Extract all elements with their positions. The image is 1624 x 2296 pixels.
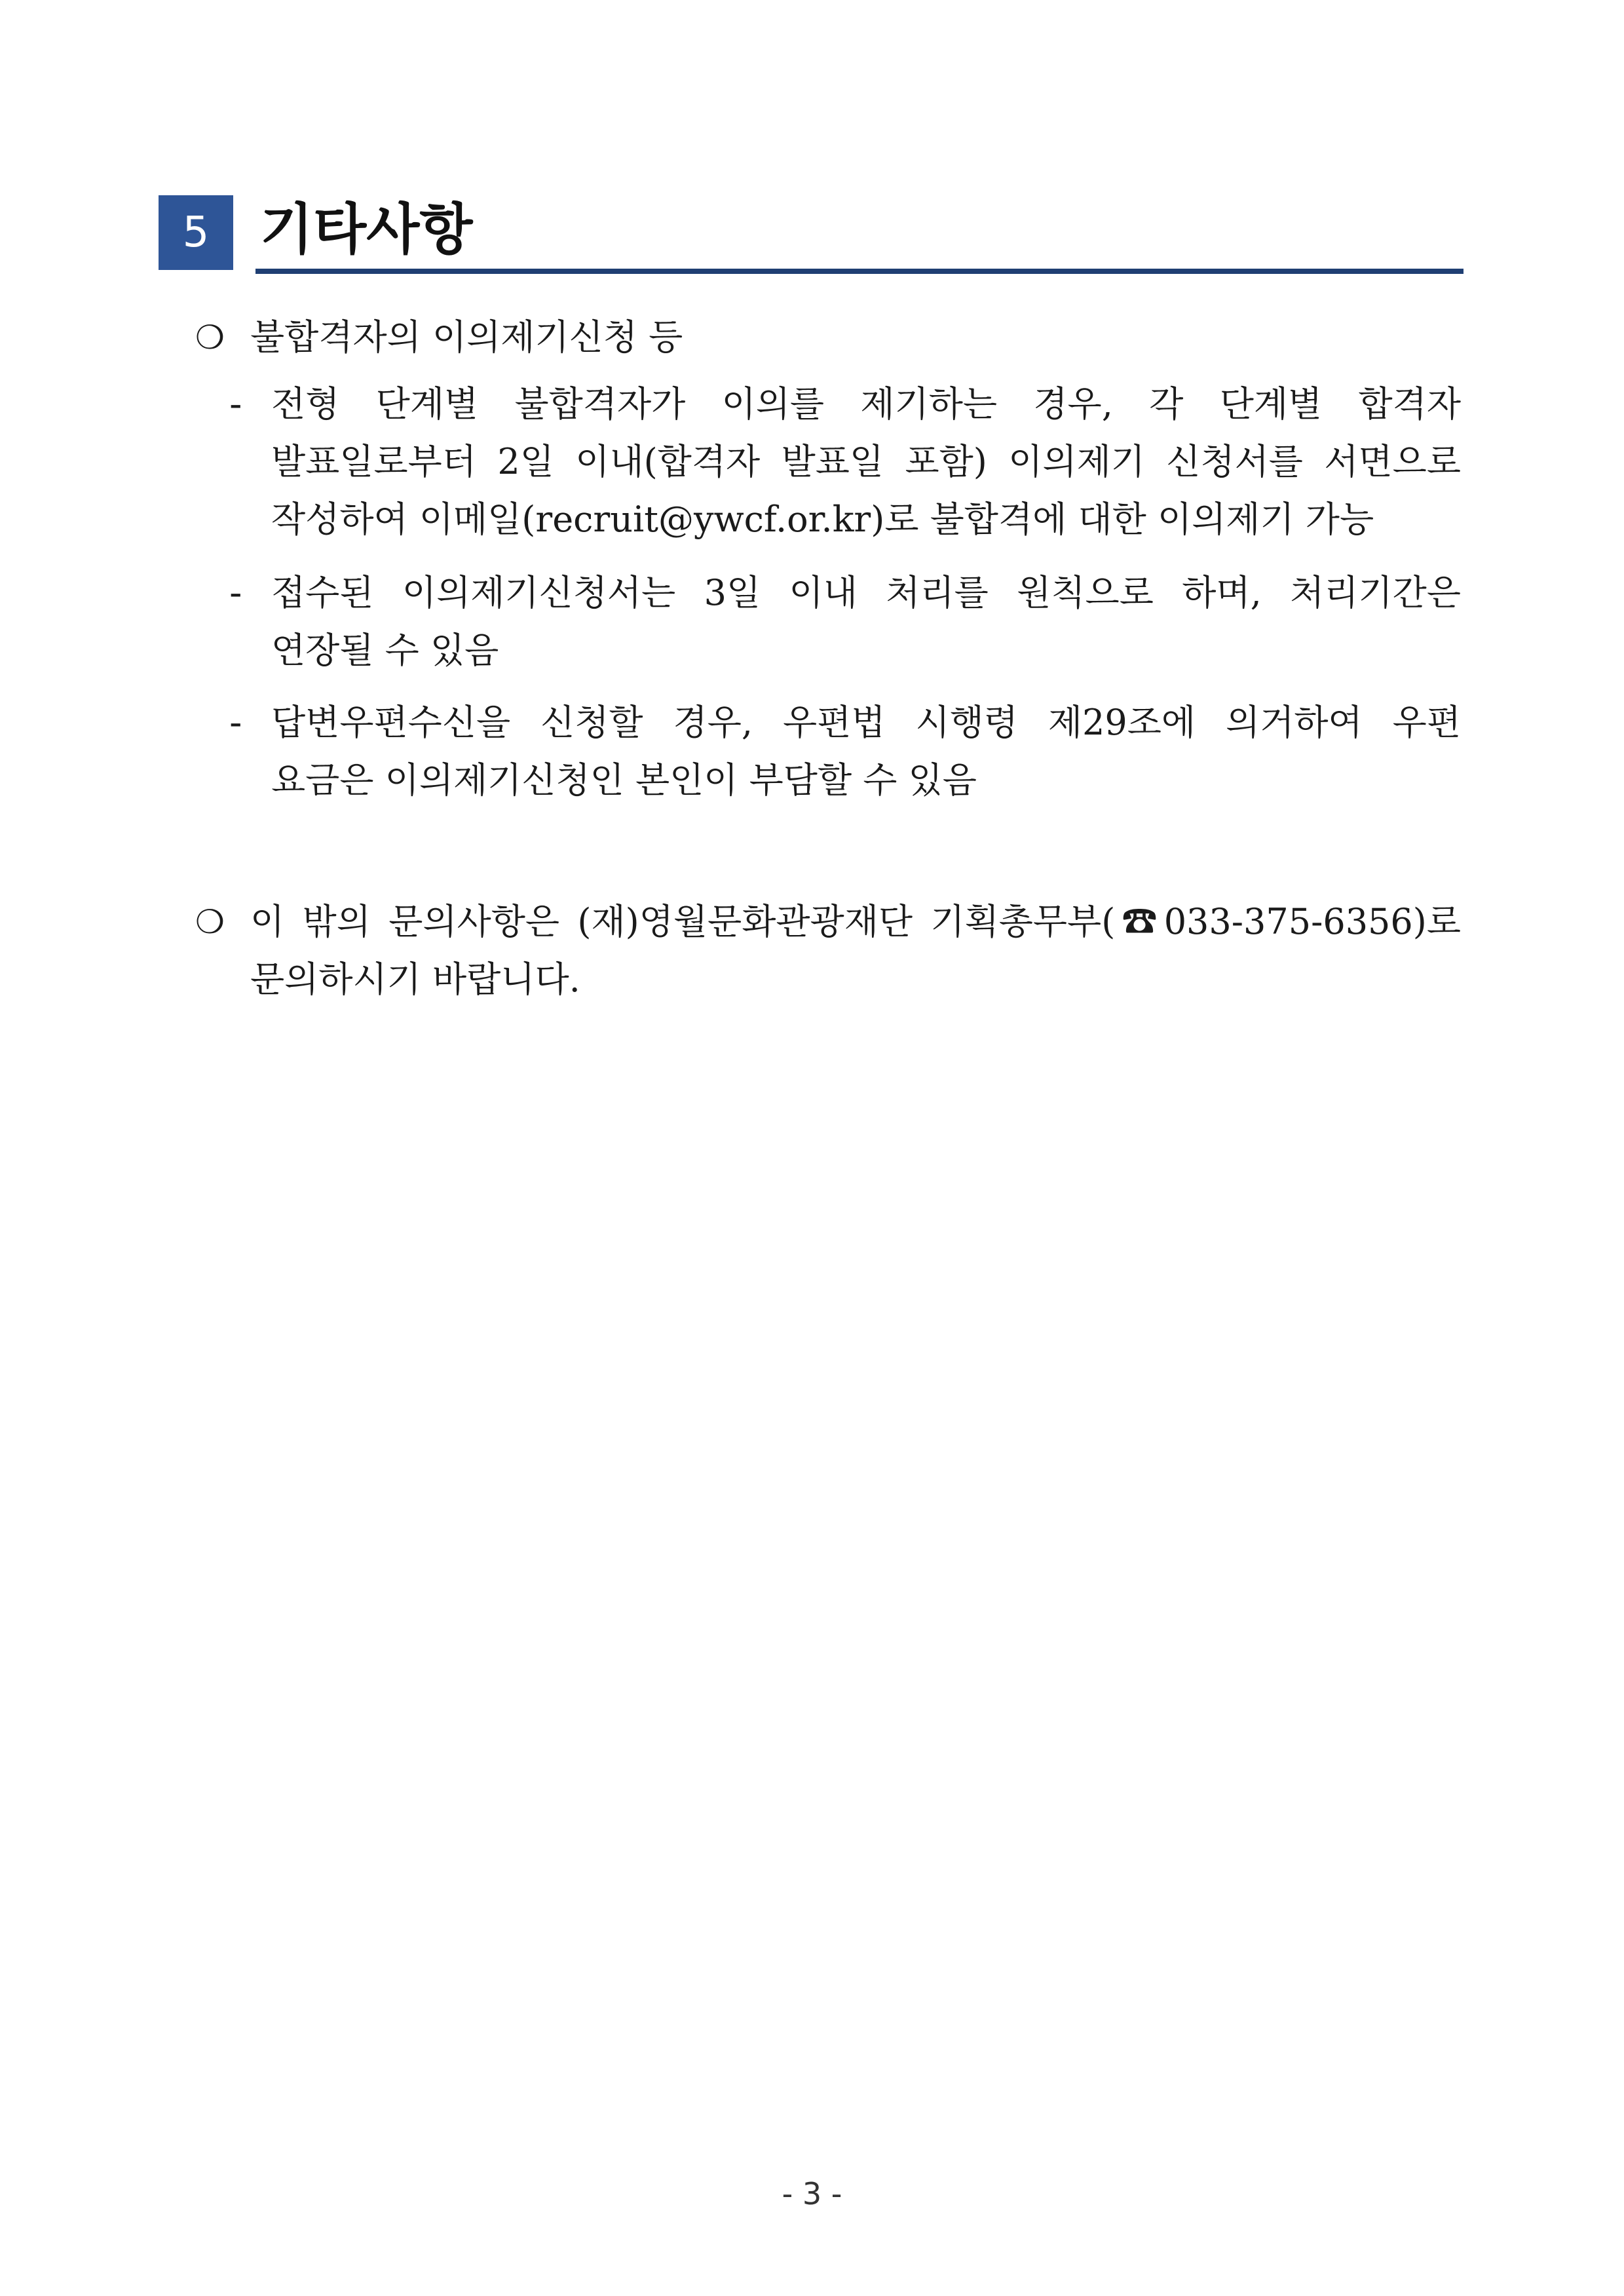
subitem-line: 발표일로부터 2일 이내(합격자 발표일 포함) 이의제기 신청서를 서면으로: [271, 441, 1461, 482]
subitem-line: 전형 단계별 불합격자가 이의를 제기하는 경우, 각 단계별 합격자: [271, 383, 1461, 425]
item-line: 이 밖의 문의사항은 (재)영월문화관광재단 기획총무부(☎033-375-6356)로: [250, 901, 1461, 942]
subitem-line: 연장될 수 있음: [271, 630, 499, 671]
item-heading: 불합격자의 이의제기신청 등: [250, 316, 683, 358]
section-number-badge: 5: [159, 195, 233, 270]
subitem-line: 요금은 이의제기신청인 본인이 부담할 수 있음: [271, 759, 977, 801]
circle-bullet-icon: ❍: [195, 318, 225, 356]
subitem-line: 작성하여 이메일(recruit@ywcf.or.kr)로 불합격에 대한 이의제기 가능: [271, 499, 1374, 540]
section-title: 기타사항: [260, 197, 473, 261]
item-line: 문의하시기 바랍니다.: [250, 959, 580, 1000]
circle-bullet-icon: ❍: [195, 903, 225, 941]
subitem-line: 답변우편수신을 신청할 경우, 우편법 시행령 제29조에 의거하여 우편: [271, 702, 1461, 743]
subitem-line: 접수된 이의제기신청서는 3일 이내 처리를 원칙으로 하며, 처리기간은: [271, 572, 1461, 613]
page-number: - 3 -: [782, 2176, 842, 2211]
dash-bullet-icon: -: [229, 572, 242, 613]
dash-bullet-icon: -: [229, 702, 242, 743]
dash-bullet-icon: -: [229, 383, 242, 425]
